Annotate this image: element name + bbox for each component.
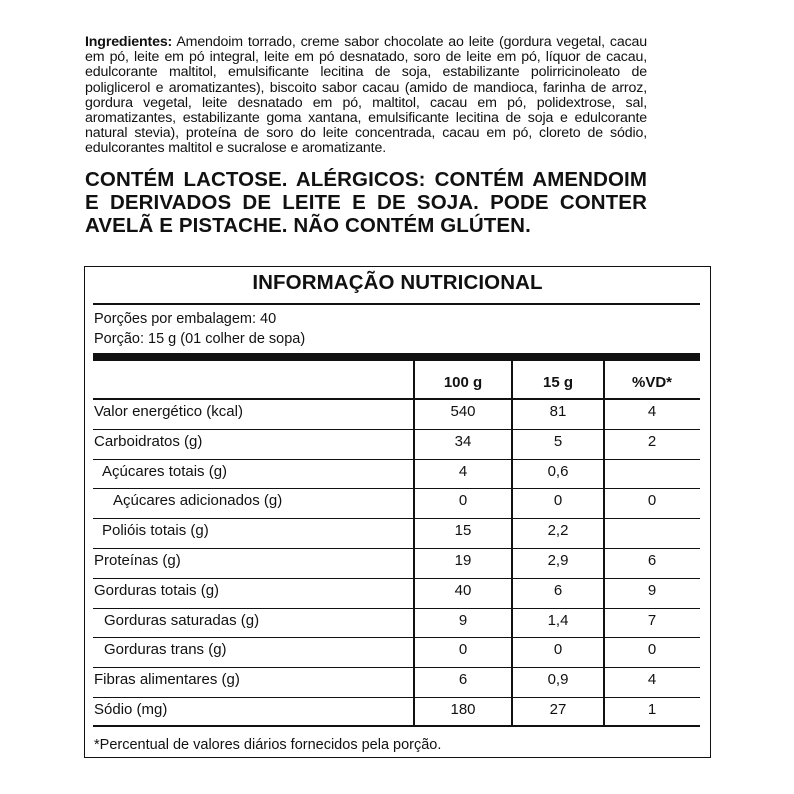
value-vd: 6 <box>647 552 657 569</box>
row-divider <box>93 518 700 519</box>
row-divider <box>93 488 700 489</box>
nutrient-label: Sódio (mg) <box>94 701 168 718</box>
value-vd: 9 <box>647 581 657 599</box>
nutrition-title: INFORMAÇÃO NUTRICIONAL <box>252 271 543 294</box>
value-per-portion: 1,4 <box>547 611 569 629</box>
value-per-portion: 0,6 <box>547 462 569 480</box>
value-per-portion: 27 <box>549 701 567 718</box>
allergen-warning: CONTÉM LACTOSE. ALÉRGICOS: CONTÉM AMENDOIM E DERIVADOS DE LEITE E DE SOJA. PODE CONTER AVELÃ E PISTACHE. NÃO CONTÉM GLÚTEN. <box>85 168 647 237</box>
value-per-portion: 0 <box>553 641 563 659</box>
value-per-100g: 9 <box>458 611 468 629</box>
table-bottom-divider <box>93 725 700 727</box>
value-per-portion: 0,9 <box>547 671 569 689</box>
nutrient-label: Açúcares adicionados (g) <box>113 492 283 510</box>
nutrient-label: Valor energético (kcal) <box>94 403 243 420</box>
value-per-100g: 15 <box>454 522 472 540</box>
column-header-portion: 15 g <box>542 374 573 391</box>
value-per-100g: 6 <box>458 671 468 689</box>
value-per-portion: 0 <box>553 492 563 510</box>
nutrient-label: Carboidratos (g) <box>94 432 203 450</box>
column-header-vd: %VD* <box>631 374 672 391</box>
thick-divider <box>93 353 700 361</box>
value-per-100g: 0 <box>458 492 468 510</box>
serving-size: Porção: 15 g (01 colher de sopa) <box>94 331 306 347</box>
value-per-portion: 81 <box>549 403 567 420</box>
value-per-100g: 180 <box>450 701 476 718</box>
row-divider <box>93 667 700 668</box>
column-header-100g: 100 g <box>443 374 483 391</box>
value-per-portion: 6 <box>553 581 563 599</box>
value-per-100g: 4 <box>458 462 468 480</box>
value-per-portion: 2,9 <box>547 552 569 569</box>
value-per-100g: 34 <box>454 432 472 450</box>
value-vd: 7 <box>647 611 657 629</box>
servings-per-package: Porções por embalagem: 40 <box>94 311 277 327</box>
value-vd: 0 <box>647 641 657 659</box>
nutrient-label: Açúcares totais (g) <box>102 462 228 480</box>
value-vd: 1 <box>647 701 657 718</box>
row-divider <box>93 697 700 698</box>
nutrient-label: Proteínas (g) <box>94 552 181 569</box>
row-divider <box>93 608 700 609</box>
row-divider <box>93 637 700 638</box>
value-vd: 4 <box>647 671 657 689</box>
ingredients-label: Ingredientes: <box>85 34 173 50</box>
row-divider <box>93 429 700 430</box>
ingredients-text: Amendoim torrado, creme sabor chocolate ao leite (gordura vegetal, cacau em pó, leite em pó integral, leite em pó desnatado, soro de leite em pó, líquor de cacau, edulcorante maltitol, emulsificante lecitina de soja, estabilizante polirricinoleato de poliglicerol e aromatizantes), biscoito sabor cacau (amido de mandioca, farinha de arroz, gordura vegetal, leite desnatado em pó, maltitol, cacau em pó, polidextrose, sal, aromatizantes, estabilizante goma xantana, emulsificante lecitina de soja e edulcorante natural stevia), proteína de soro do leite concentrada, cacau em pó, cloreto de sódio, edulcorantes maltitol e sucralose e aromatizante. <box>85 34 647 157</box>
nutrient-label: Fibras alimentares (g) <box>94 671 240 689</box>
nutrient-label: Gorduras trans (g) <box>104 641 227 659</box>
value-vd: 2 <box>647 432 657 450</box>
value-vd: 4 <box>647 403 657 420</box>
footnote: *Percentual de valores diários fornecidos pela porção. <box>94 737 442 753</box>
nutrient-label: Gorduras totais (g) <box>94 581 220 599</box>
row-divider <box>93 578 700 579</box>
value-per-100g: 540 <box>450 403 476 420</box>
value-vd: 0 <box>647 492 657 510</box>
nutrient-label: Gorduras saturadas (g) <box>104 611 260 629</box>
value-per-portion: 2,2 <box>547 522 569 540</box>
value-per-portion: 5 <box>553 432 563 450</box>
ingredients-paragraph <box>85 35 647 157</box>
divider <box>93 303 700 305</box>
value-per-100g: 19 <box>454 552 472 569</box>
value-per-100g: 0 <box>458 641 468 659</box>
header-divider <box>93 398 700 400</box>
row-divider <box>93 459 700 460</box>
nutrient-label: Polióis totais (g) <box>102 522 209 540</box>
nutrition-facts-panel <box>84 266 711 758</box>
row-divider <box>93 548 700 549</box>
value-per-100g: 40 <box>454 581 472 599</box>
